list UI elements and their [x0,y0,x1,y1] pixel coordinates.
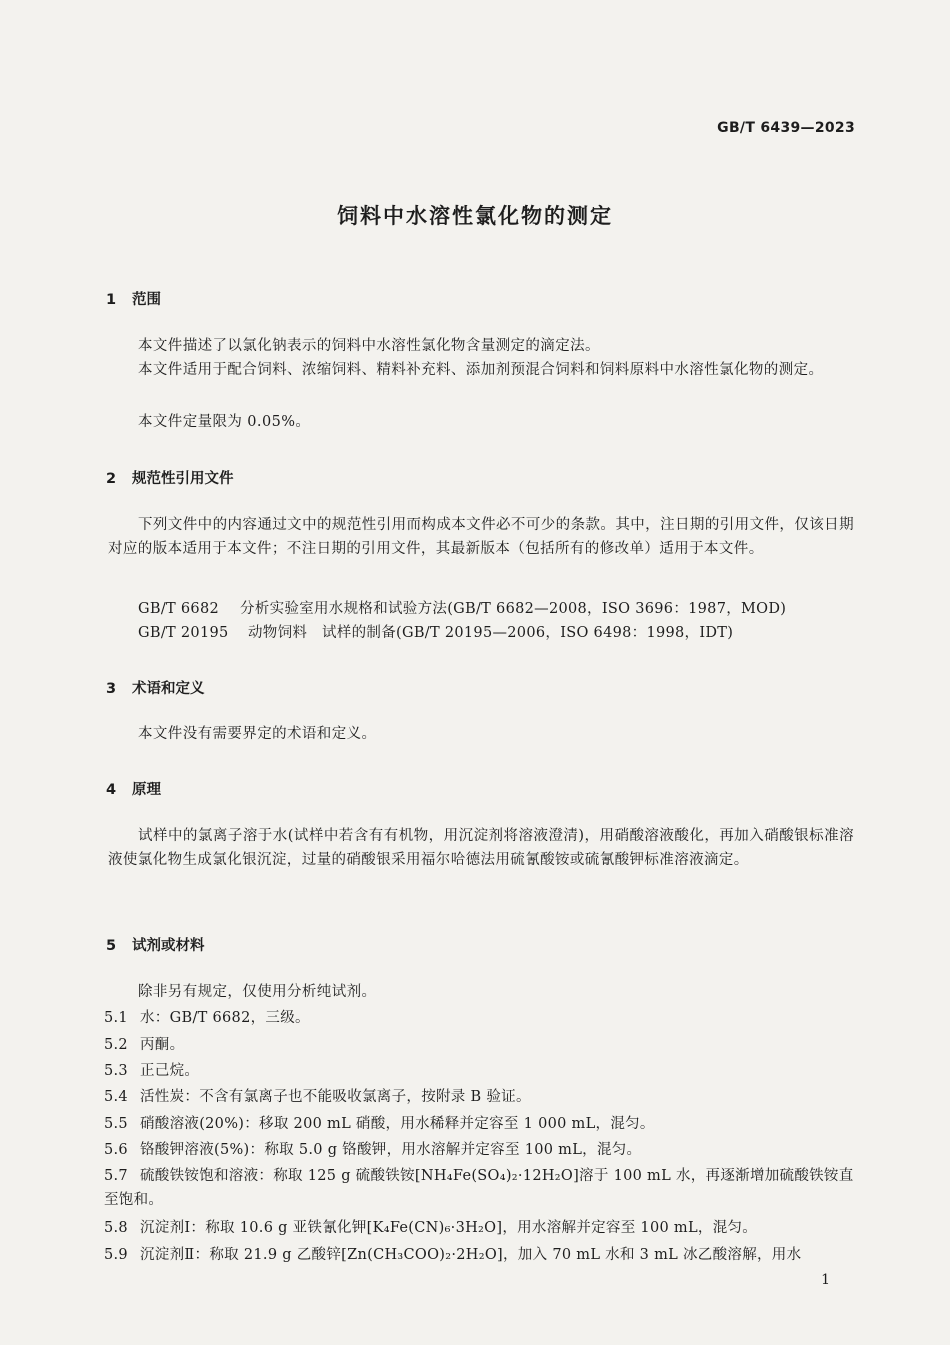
reference-item [138,621,733,642]
section-5-heading [106,934,205,955]
item-text: 正己烷。 [140,1063,200,1079]
scope-paragraph-1: 本文件描述了以氯化钠表示的饲料中水溶性氯化物含量测定的滴定法。 [138,338,600,354]
item-text: 铬酸钾溶液(5%)：称取 5.0 g 铬酸钾，用水溶解并定容至 100 mL，混匀。 [140,1142,642,1158]
item-number: 5.8 [104,1220,128,1236]
item-text: 沉淀剂Ⅰ：称取 10.6 g 亚铁氰化钾[K₄Fe(CN)₆·3H₂O]，用水溶解并定容至 100 mL，混匀。 [140,1220,758,1236]
section-title: 试剂或材料 [132,938,205,954]
scope-paragraph-3: 本文件定量限为 0.05%。 [138,414,311,430]
item-number: 5.9 [104,1247,128,1263]
section-3-heading [106,677,205,698]
section-number: 4 [106,782,117,798]
reference-text: 动物饲料 试样的制备(GB/T 20195—2006，ISO 6498：1998，IDT) [248,625,734,641]
terms-paragraph: 本文件没有需要界定的术语和定义。 [138,726,377,742]
section-title: 范围 [132,292,161,308]
section-number: 3 [106,681,117,697]
item-text: 硝酸溶液(20%)：移取 200 mL 硝酸，用水稀释并定容至 1 000 mL，混匀。 [140,1116,655,1132]
item-number: 5.4 [104,1089,128,1105]
document-title: 饲料中水溶性氯化物的测定 [337,204,613,228]
section-title: 规范性引用文件 [132,471,234,487]
reagent-item [104,1216,854,1240]
reagent-item [104,1112,854,1136]
item-number: 5.2 [104,1037,128,1053]
item-text: 硫酸铁铵饱和溶液：称取 125 g 硫酸铁铵[NH₄Fe(SO₄)₂·12H₂O]溶于 100 mL 水，再逐渐增加硫酸铁铵直至饱和。 [104,1168,854,1208]
section-4-heading [106,778,161,799]
section-2-heading [106,467,234,488]
item-text: 丙酮。 [140,1037,185,1053]
item-number: 5.3 [104,1063,128,1079]
reagent-item [104,1138,854,1162]
section-number: 2 [106,471,117,487]
principle-paragraph: 试样中的氯离子溶于水(试样中若含有有机物，用沉淀剂将溶液澄清)，用硝酸溶液酸化，再加入硝酸银标准溶液使氯化物生成氯化银沉淀，过量的硝酸银采用福尔哈德法用硫氰酸铵或硫氰酸钾标准溶液滴定。 [108,828,854,868]
item-number: 5.1 [104,1010,128,1026]
reagent-item [104,1085,854,1109]
item-number: 5.5 [104,1116,128,1132]
reagent-item [104,1164,854,1212]
reagent-item [104,1006,854,1030]
standard-number: GB/T 6439—2023 [717,120,855,136]
reagent-item [104,1033,854,1057]
reference-code: GB/T 20195 [138,625,229,641]
page-number: 1 [821,1272,830,1288]
section-number: 5 [106,938,117,954]
item-text: 水：GB/T 6682，三级。 [140,1010,310,1026]
section-title: 原理 [132,782,161,798]
reagent-item [104,1059,854,1083]
reagents-intro: 除非另有规定，仅使用分析纯试剂。 [138,984,377,1000]
section-number: 1 [106,292,117,308]
reagent-item [104,1243,854,1267]
item-text: 活性炭：不含有氯离子也不能吸收氯离子，按附录 B 验证。 [140,1089,531,1105]
section-title: 术语和定义 [132,681,205,697]
references-paragraph: 下列文件中的内容通过文中的规范性引用而构成本文件必不可少的条款。其中，注日期的引用文件，仅该日期对应的版本适用于本文件；不注日期的引用文件，其最新版本（包括所有的修改单）适用于本文件。 [108,517,854,557]
reference-item [138,597,786,618]
reference-code: GB/T 6682 [138,601,220,617]
reference-text: 分析实验室用水规格和试验方法(GB/T 6682—2008，ISO 3696：1987，MOD) [240,601,787,617]
section-1-heading [106,288,161,309]
item-number: 5.6 [104,1142,128,1158]
scope-paragraph-2: 本文件适用于配合饲料、浓缩饲料、精料补充料、添加剂预混合饲料和饲料原料中水溶性氯化物的测定。 [138,362,824,378]
item-number: 5.7 [104,1168,128,1184]
item-text: 沉淀剂Ⅱ：称取 21.9 g 乙酸锌[Zn(CH₃COO)₂·2H₂O]，加入 70 mL 水和 3 mL 冰乙酸溶解，用水 [140,1247,802,1263]
